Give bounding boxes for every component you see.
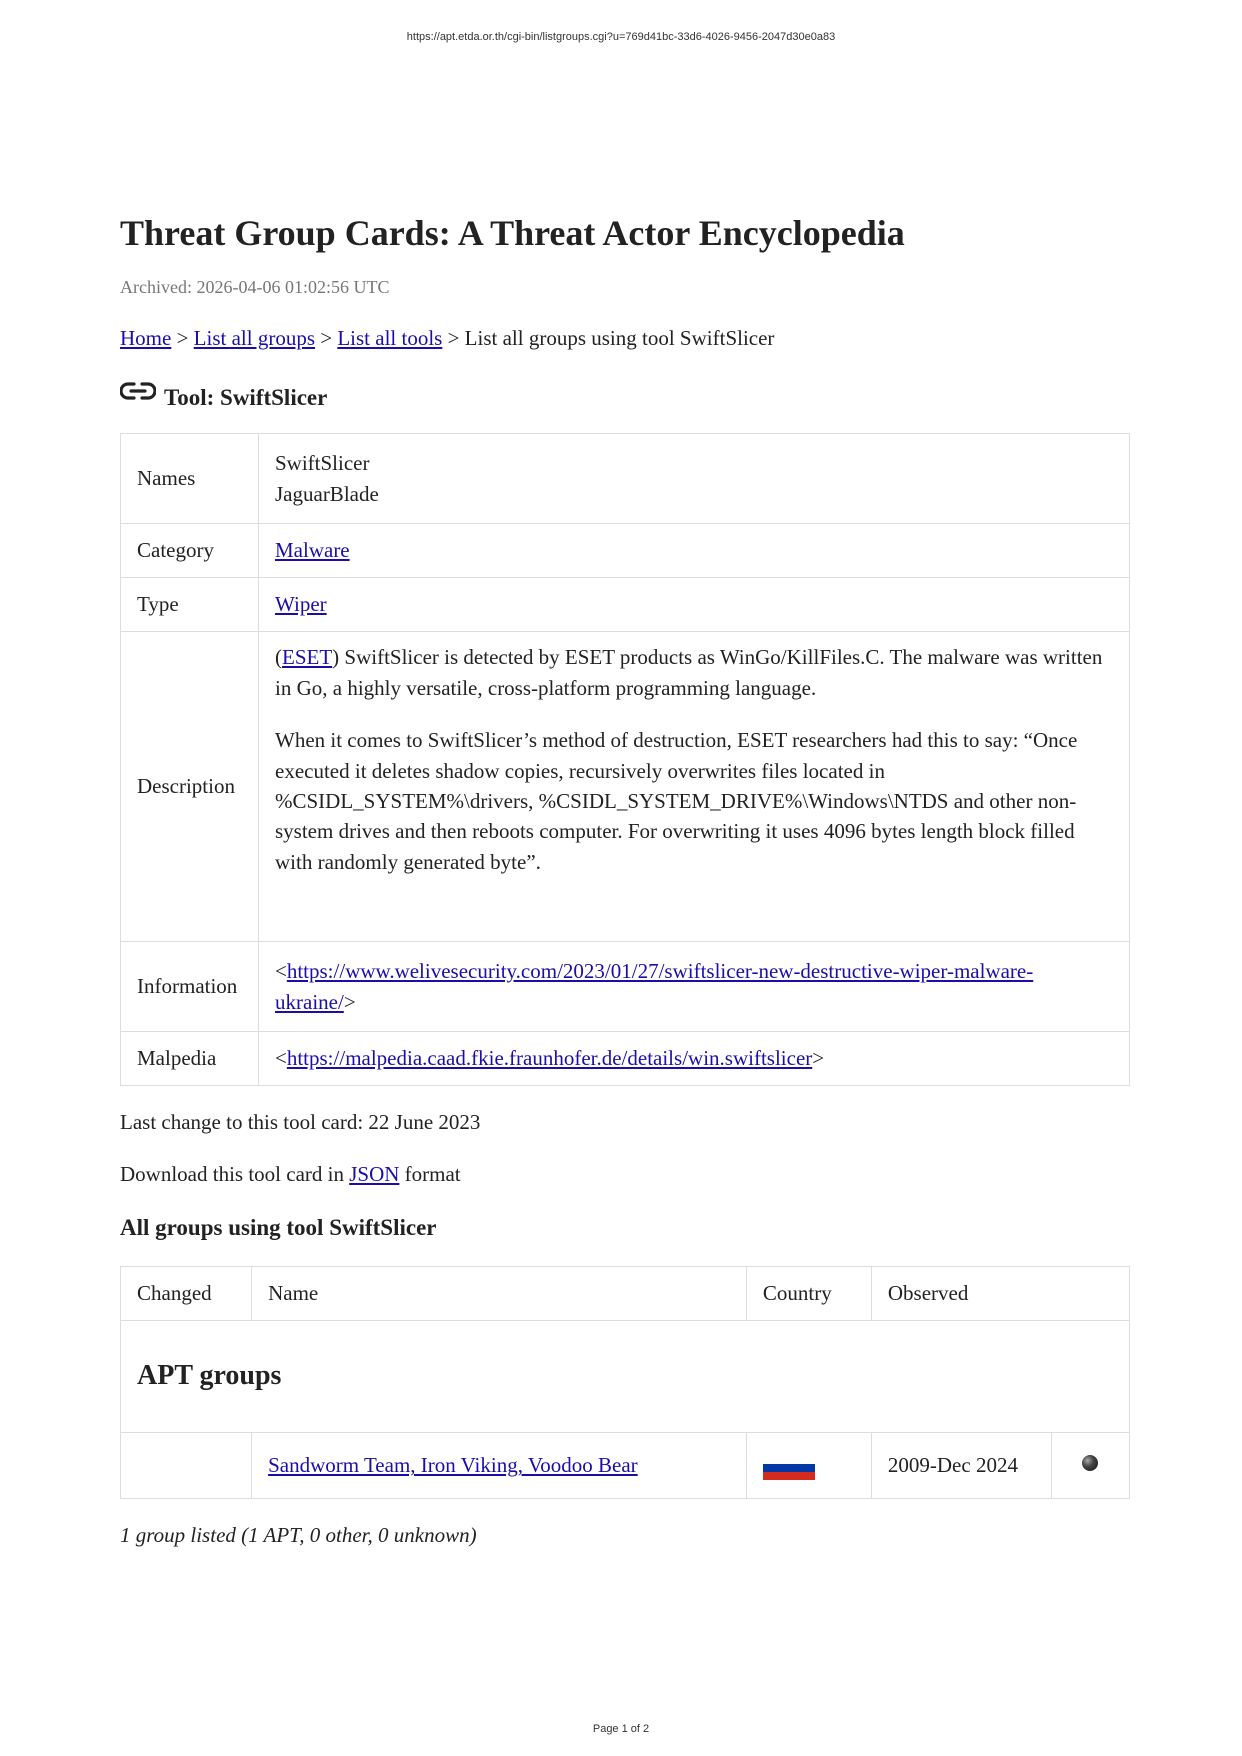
information-label: Information bbox=[121, 942, 259, 1032]
page-title: Threat Group Cards: A Threat Actor Encyclopedia bbox=[120, 213, 905, 253]
angle-close: > bbox=[343, 989, 356, 1014]
last-change-text: Last change to this tool card: 22 June 2023 bbox=[120, 1110, 481, 1135]
tool-heading bbox=[120, 385, 1130, 411]
column-header-country: Country bbox=[746, 1267, 871, 1321]
json-download-link[interactable]: JSON bbox=[349, 1162, 400, 1187]
information-link[interactable]: https://www.welivesecurity.com/2023/01/27/swiftslicer-new-destructive-wiper-malware-ukraine/ bbox=[275, 959, 1034, 1014]
malpedia-link[interactable]: https://malpedia.caad.fkie.fraunhofer.de/details/win.swiftslicer bbox=[286, 1046, 813, 1071]
angle-open: < bbox=[275, 959, 287, 984]
column-header-changed: Changed bbox=[121, 1267, 252, 1321]
table-row bbox=[121, 1433, 1130, 1499]
apt-groups-section-title: APT groups bbox=[121, 1321, 1130, 1433]
breadcrumb bbox=[120, 326, 1130, 351]
breadcrumb-home-link[interactable]: Home bbox=[120, 326, 172, 351]
eset-source-link[interactable]: ESET bbox=[282, 645, 333, 670]
angle-close: > bbox=[812, 1046, 825, 1071]
malpedia-value bbox=[259, 1032, 1130, 1086]
print-url-header: https://apt.etda.or.th/cgi-bin/listgroups.cgi?u=769d41bc-33d6-4026-9456-2047d30e0a83 bbox=[406, 31, 836, 43]
table-row bbox=[121, 1032, 1130, 1086]
group-name-link[interactable]: Sandworm Team, Iron Viking, Voodoo Bear bbox=[268, 1453, 638, 1478]
type-label: Type bbox=[121, 578, 259, 632]
table-row bbox=[121, 632, 1130, 942]
breadcrumb-separator: > bbox=[315, 326, 338, 351]
type-link[interactable]: Wiper bbox=[275, 592, 327, 617]
download-prefix: Download this tool card in bbox=[120, 1162, 350, 1187]
download-line bbox=[120, 1162, 1130, 1187]
column-header-observed: Observed bbox=[871, 1267, 1129, 1321]
tool-card-table bbox=[120, 433, 1130, 1086]
tool-title: Tool: SwiftSlicer bbox=[164, 385, 328, 411]
download-suffix: format bbox=[399, 1162, 461, 1187]
groups-heading: All groups using tool SwiftSlicer bbox=[120, 1215, 437, 1241]
information-value bbox=[259, 942, 1130, 1032]
name-entry: SwiftSlicer bbox=[275, 451, 370, 476]
description-value bbox=[259, 632, 1130, 942]
country-cell bbox=[746, 1433, 871, 1499]
section-row bbox=[121, 1321, 1130, 1433]
table-header-row bbox=[121, 1267, 1130, 1321]
angle-open: < bbox=[275, 1046, 287, 1071]
breadcrumb-tools-link[interactable]: List all tools bbox=[337, 326, 443, 351]
malpedia-label: Malpedia bbox=[121, 1032, 259, 1086]
description-text: ) SwiftSlicer is detected by ESET products as WinGo/KillFiles.C. The malware was written in Go, a highly versatile, cross-platform programming language. bbox=[275, 645, 1103, 700]
names-value bbox=[259, 434, 1130, 524]
page-number-footer: Page 1 of 2 bbox=[592, 1723, 650, 1735]
table-row bbox=[121, 578, 1130, 632]
description-label: Description bbox=[121, 632, 259, 942]
description-paragraph bbox=[275, 642, 1113, 703]
names-label: Names bbox=[121, 434, 259, 524]
table-row bbox=[121, 434, 1130, 524]
column-header-name: Name bbox=[252, 1267, 747, 1321]
breadcrumb-groups-link[interactable]: List all groups bbox=[193, 326, 315, 351]
archived-timestamp: Archived: 2026-04-06 01:02:56 UTC bbox=[120, 277, 390, 298]
name-entry: JaguarBlade bbox=[275, 481, 379, 506]
observed-cell: 2009-Dec 2024 bbox=[871, 1433, 1051, 1499]
breadcrumb-current: > List all groups using tool SwiftSlicer bbox=[442, 326, 775, 351]
changed-cell bbox=[121, 1433, 252, 1499]
breadcrumb-separator: > bbox=[171, 326, 194, 351]
table-row bbox=[121, 524, 1130, 578]
group-name-cell bbox=[252, 1433, 747, 1499]
category-link[interactable]: Malware bbox=[275, 538, 350, 563]
paren: ( bbox=[275, 645, 282, 670]
black-ball-icon bbox=[1082, 1455, 1098, 1471]
main-content bbox=[120, 212, 1130, 1548]
description-paragraph: When it comes to SwiftSlicer’s method of destruction, ESET researchers had this to say: “Once executed it deletes shadow copies, recursively overwrites files located in %CSIDL_SYSTEM%\drivers, %CSIDL_SYSTEM_DRIVE%\Windows\NTDS and other non-system drives and then reboots computer. For overwriting it uses 4096 bytes length block filled with randomly generated byte”. bbox=[275, 728, 1078, 874]
table-row bbox=[121, 942, 1130, 1032]
groups-table bbox=[120, 1266, 1130, 1499]
category-label: Category bbox=[121, 524, 259, 578]
link-icon bbox=[120, 379, 156, 403]
russia-flag-icon bbox=[763, 1456, 815, 1480]
status-cell bbox=[1051, 1433, 1129, 1499]
groups-summary: 1 group listed (1 APT, 0 other, 0 unknown) bbox=[120, 1523, 477, 1548]
